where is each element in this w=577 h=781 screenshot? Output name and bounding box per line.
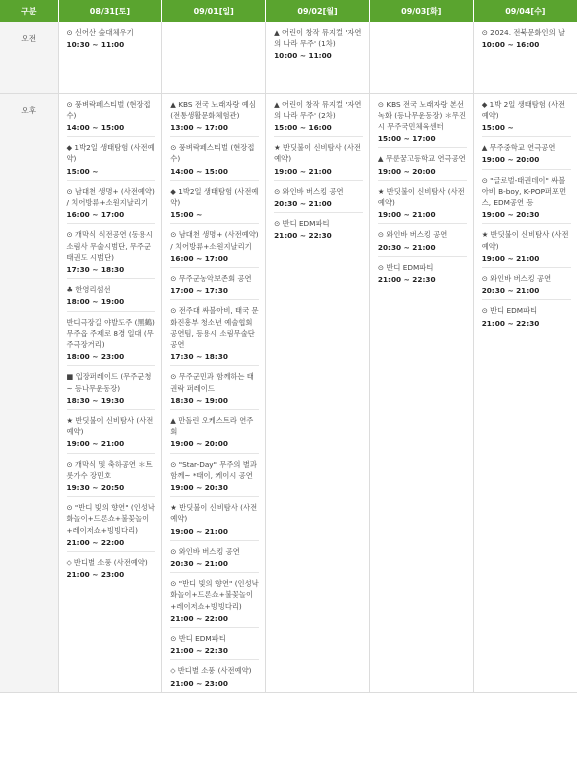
event-title: ★ 반딧불이 신비탐사 (사전예약) (274, 143, 361, 164)
event-title: ⊙ 와인바 버스킹 공연 (481, 273, 552, 283)
row-label-afternoon: 오후 (0, 93, 58, 692)
event-item (67, 279, 156, 311)
event-item (482, 22, 571, 53)
event-time: 19:00 ~ 20:00 (170, 439, 228, 449)
header-category: 구분 (0, 0, 58, 22)
afternoon-cell (266, 93, 370, 692)
event-time: 19:00 ~ 20:00 (377, 166, 436, 176)
event-item (170, 628, 259, 660)
event-item (170, 454, 259, 498)
event-time: 21:00 ~ 22:30 (274, 231, 332, 241)
event-time: 20:30 ~ 21:00 (377, 242, 436, 252)
event-title: ⊙ 와인바 버스킹 공연 (170, 546, 240, 556)
event-item (170, 541, 259, 573)
morning-cell (369, 22, 473, 93)
event-time: 15:00 ~ (481, 122, 514, 132)
header-date-0902: 09/02[월] (266, 0, 370, 22)
event-title: ★ 반딧불이 신비탐사 (사전예약) (170, 503, 258, 524)
header-date-0901: 09/01[일] (162, 0, 266, 22)
event-time: 19:00 ~ 21:00 (274, 166, 332, 176)
event-title: ⊙ 개막식 및 축하공연 ＊트롯가수 장민호 (66, 459, 153, 480)
event-title: ⊙ 신어산 숲대체우기 (66, 28, 134, 37)
event-time: 10:00 ~ 11:00 (274, 51, 332, 61)
event-time: 17:30 ~ 18:30 (66, 264, 125, 274)
event-item (482, 300, 571, 331)
header-date-0831: 08/31[토] (58, 0, 162, 22)
event-time: 13:00 ~ 17:00 (170, 122, 228, 132)
event-time: 19:00 ~ 20:30 (170, 482, 228, 492)
event-item (170, 366, 259, 410)
event-time: 15:00 ~ (170, 210, 203, 220)
event-item (274, 94, 363, 138)
event-title: ⊙ 풍벼락페스티벌 (현장접수) (170, 143, 255, 164)
event-time: 18:30 ~ 19:00 (170, 395, 228, 405)
event-item (67, 22, 156, 53)
event-item (67, 94, 156, 138)
header-date-0904: 09/04[수] (473, 0, 577, 22)
morning-cell (162, 22, 266, 93)
event-time: 19:30 ~ 20:50 (66, 482, 125, 492)
event-title: ⊙ 와인바 버스킹 공연 (377, 230, 448, 240)
event-time: 19:00 ~ 21:00 (377, 210, 436, 220)
afternoon-cell (58, 93, 162, 692)
event-title: ⊙ 개막식 식전공연 (동용시 소림사 무술시범단, 무주군 태권도 시범단) (66, 230, 153, 262)
event-item (482, 137, 571, 169)
event-time: 20:30 ~ 21:00 (481, 286, 540, 296)
event-title: ⊙ 반디 EDM파티 (170, 634, 226, 644)
row-label-morning: 오전 (0, 22, 58, 93)
event-title: ▲ 무룬꿈고등학교 연극공연 (377, 154, 466, 164)
event-item (274, 137, 363, 181)
header-date-0903: 09/03[화] (369, 0, 473, 22)
event-item (274, 213, 363, 244)
event-title: ◆ 1박 2일 생태탐험 (사전예약) (481, 99, 566, 120)
event-title: ▲ 무주중학교 연극공연 (481, 143, 556, 153)
event-item (67, 181, 156, 225)
event-item (67, 312, 156, 367)
event-title: ⊙ KBS 전국 노래자랑 본선 녹화 (등나무운동장) ＊무진시 무주국민체육센터 (377, 99, 467, 131)
event-title: ⊙ "글로벌-태권데이" 싸블아비 B-boy, K-POP퍼포먼스, EDM공연 등 (481, 175, 567, 207)
event-title: 반디극장길 야발도주 (黑鶴) 무주읍 주제로 8경 일대 (무주극장거리) (66, 317, 155, 349)
event-item (67, 410, 156, 454)
event-time: 18:00 ~ 23:00 (66, 352, 125, 362)
event-time: 20:30 ~ 21:00 (274, 198, 332, 208)
event-item (378, 148, 467, 180)
event-time: 18:30 ~ 19:30 (66, 395, 125, 405)
event-time: 16:00 ~ 17:00 (170, 253, 228, 263)
event-time: 15:00 ~ (66, 166, 99, 176)
morning-cell (473, 22, 577, 93)
event-item (482, 94, 571, 138)
event-time: 18:00 ~ 19:00 (66, 297, 125, 307)
event-item (482, 170, 571, 225)
event-item (67, 366, 156, 410)
event-item (67, 552, 156, 583)
event-title: ⊙ 반디 EDM파티 (481, 306, 538, 316)
event-time: 14:00 ~ 15:00 (170, 166, 228, 176)
event-item (170, 410, 259, 454)
event-time: 21:00 ~ 23:00 (66, 570, 125, 580)
event-title: ▲ 어린이 창작 뮤지컬 '자연의 나라 무주' (1차) (274, 28, 362, 49)
event-item (274, 181, 363, 213)
event-time: 19:00 ~ 21:00 (481, 253, 540, 263)
event-time: 14:00 ~ 15:00 (66, 122, 125, 132)
event-item (482, 268, 571, 300)
event-title: ⊙ 남대천 생명+ (사전예약) / 치어방류+소원지날리기 (66, 186, 155, 207)
morning-cell (266, 22, 370, 93)
event-time: 21:00 ~ 22:30 (481, 318, 540, 328)
event-item (274, 22, 363, 65)
afternoon-cell (473, 93, 577, 692)
event-title: ⊙ 와인바 버스킹 공연 (274, 186, 344, 196)
event-time: 15:00 ~ 17:00 (377, 134, 436, 144)
event-item (170, 137, 259, 181)
event-item (67, 137, 156, 181)
event-item (170, 300, 259, 366)
event-time: 10:00 ~ 16:00 (481, 40, 540, 50)
morning-row (0, 22, 577, 93)
event-time: 19:00 ~ 21:00 (170, 526, 228, 536)
event-title: ⊙ 전주대 싸블아비, 태국 문화진흥부 청소년 예술협회 공연팀, 등용시 소림무술단 공연 (170, 306, 259, 349)
event-item (378, 224, 467, 256)
event-item (170, 94, 259, 138)
event-time: 21:00 ~ 22:00 (170, 613, 228, 623)
event-title: ⊙ 무주군민과 함께하는 태권락 퍼레이드 (170, 372, 254, 393)
event-time: 21:00 ~ 22:30 (170, 646, 228, 656)
event-item (170, 573, 259, 628)
event-time: 19:00 ~ 20:30 (481, 210, 540, 220)
event-title: ⊙ 무주군농악보존회 공연 (170, 273, 252, 283)
event-item (378, 181, 467, 225)
event-title: ■ 입장퍼레이드 (무주군청 ~ 등나무운동장) (66, 372, 152, 393)
event-time: 21:00 ~ 23:00 (170, 678, 228, 688)
event-title: ⊙ 남대천 생명+ (사전예약) / 치어방류+소원지날리기 (170, 230, 259, 251)
event-time: 17:00 ~ 17:30 (170, 286, 228, 296)
event-title: ★ 반딧불이 신비탐사 (사전예약) (66, 415, 154, 437)
event-item (170, 181, 259, 225)
event-item (67, 454, 156, 498)
event-title: ▲ KBS 전국 노래자랑 예심 (전통생활문화체험관) (170, 99, 256, 120)
event-title: ⊙ "Star-Day" 무주의 별과 함께~ *태이, 케이시 공연 (170, 459, 257, 480)
event-title: ⬦ 반디별 소풍 (사전예약) (66, 558, 148, 567)
event-item (170, 660, 259, 691)
afternoon-cell (369, 93, 473, 692)
afternoon-cell (162, 93, 266, 692)
event-time: 19:00 ~ 20:00 (481, 155, 540, 165)
event-item (67, 224, 156, 279)
event-title: ⊙ 반디 EDM파티 (274, 219, 330, 229)
event-time: 19:00 ~ 21:00 (66, 439, 125, 449)
event-title: ▲ 어린이 창작 뮤지컬 '자연의 나라 무주' (2차) (274, 99, 362, 120)
event-time: 10:30 ~ 11:00 (66, 40, 125, 50)
event-item (170, 224, 259, 268)
afternoon-row (0, 93, 577, 692)
event-title: ▲ 만돌린 오케스트라 연주회 (170, 415, 254, 437)
morning-cell (58, 22, 162, 93)
event-time: 16:00 ~ 17:00 (66, 210, 125, 220)
event-title: ♣ 한영리섬선 (66, 285, 111, 295)
event-item (378, 94, 467, 149)
event-time: 20:30 ~ 21:00 (170, 559, 228, 568)
event-title: ⊙ "반디 빛의 향연" (인성낙화놀이+드론쇼+불꽃놀이+레이저쇼+빙빙다리) (170, 579, 259, 611)
event-title: ◆ 1박2일 생태탐험 (사전예약) (170, 186, 259, 207)
event-title: ★ 반딧불이 신비탐사 (사전예약) (481, 230, 569, 251)
event-title: ⬦ 반디별 소풍 (사전예약) (170, 666, 252, 676)
event-title: ⊙ 2024. 전북문화인의 날 (481, 28, 565, 37)
event-title: ⊙ "반디 빛의 향연" (인성낙화놀이+드론쇼+불꽃놀이+레이저쇼+빙빙다리) (66, 503, 155, 535)
event-item (67, 497, 156, 552)
event-item (170, 497, 259, 541)
event-title: ★ 반딧불이 신비탐사 (사전예약) (377, 186, 465, 207)
event-time: 21:00 ~ 22:00 (66, 537, 125, 547)
header-row (0, 0, 577, 22)
event-item (170, 268, 259, 300)
event-item (482, 224, 571, 268)
event-time: 15:00 ~ 16:00 (274, 122, 332, 132)
event-time: 21:00 ~ 22:30 (377, 274, 436, 284)
event-title: ◆ 1박2일 생태탐험 (사전예약) (66, 143, 155, 164)
event-time: 17:30 ~ 18:30 (170, 352, 228, 362)
event-item (378, 257, 467, 288)
event-title: ⊙ 반디 EDM파티 (377, 262, 434, 272)
event-title: ⊙ 풍벼락페스티벌 (현장접수) (66, 99, 151, 120)
